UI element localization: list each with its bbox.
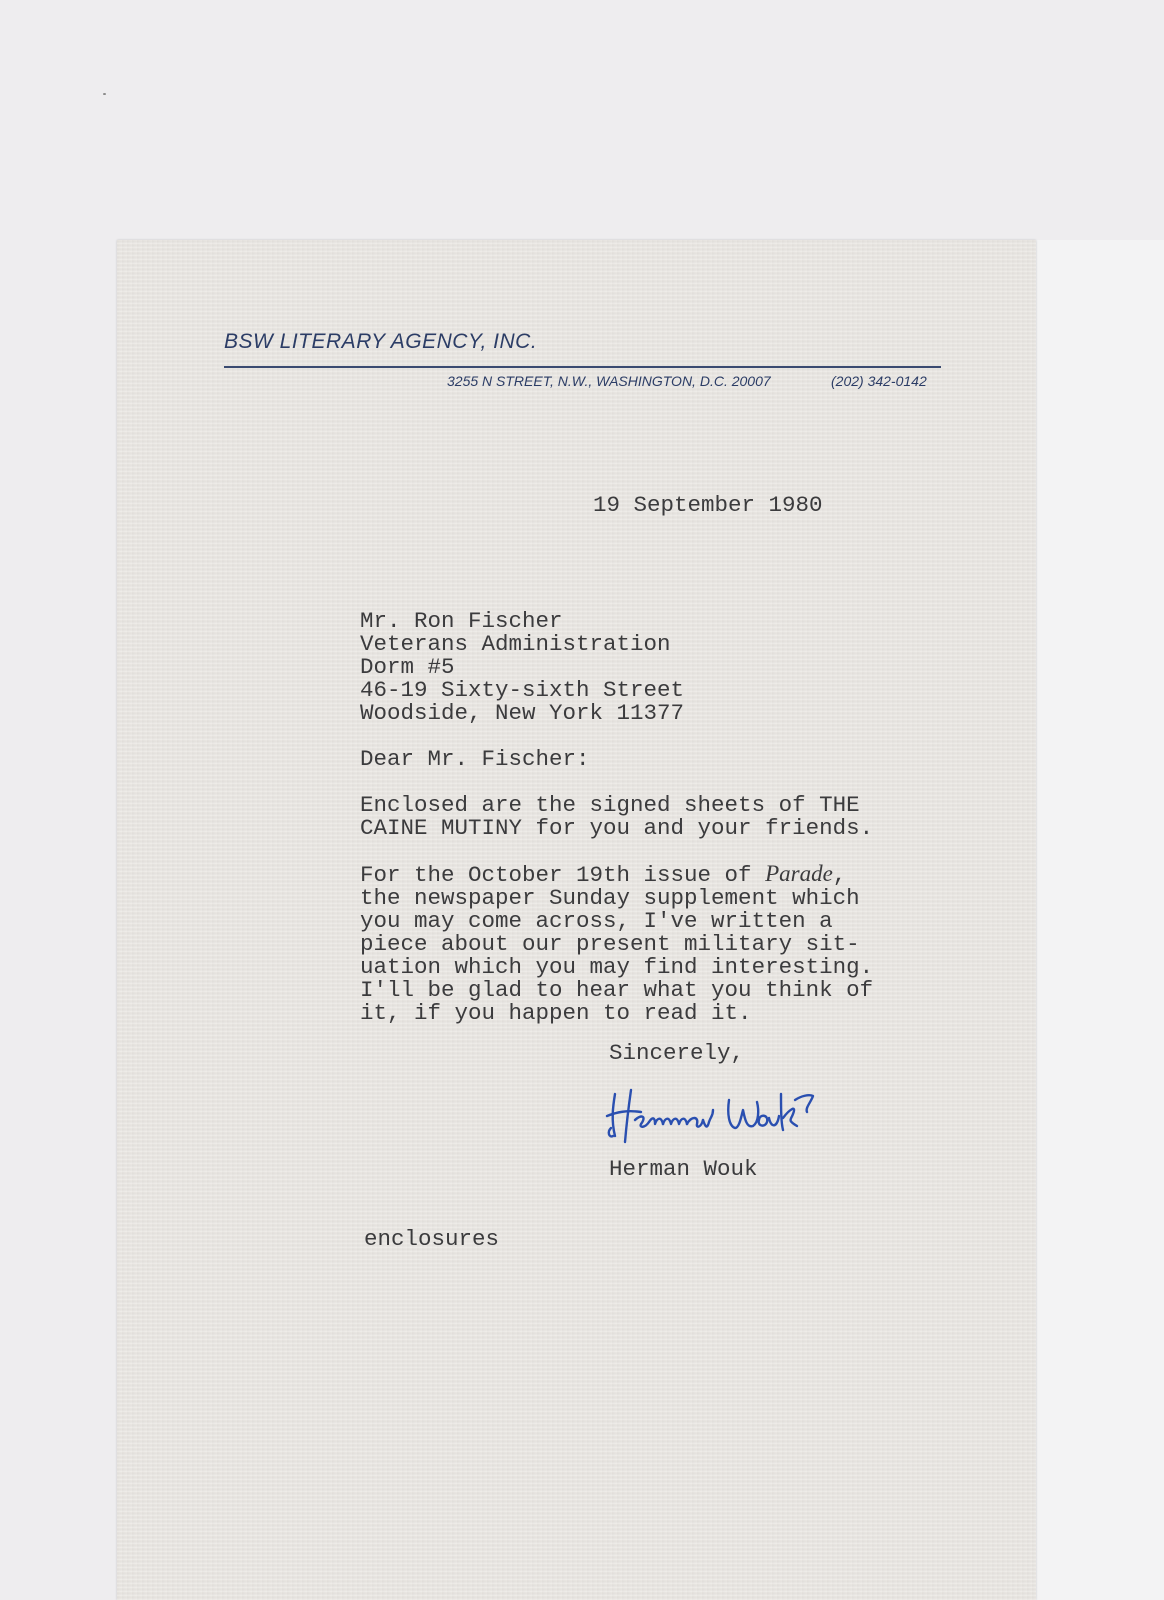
publication-title-parade: Parade <box>765 861 833 886</box>
scan-speck <box>103 93 106 95</box>
handwritten-signature <box>601 1080 821 1150</box>
scan-margin-strip <box>1036 240 1164 1600</box>
complimentary-closing: Sincerely, <box>609 1040 745 1066</box>
letter-date: 19 September 1980 <box>593 492 823 518</box>
recipient-address-block <box>360 610 684 725</box>
recipient-line: Dorm #5 <box>360 654 455 680</box>
paragraph-line-first <box>360 862 873 887</box>
body-paragraph-1 <box>360 794 873 840</box>
recipient-line: Woodside, New York 11377 <box>360 700 685 726</box>
paragraph-line: CAINE MUTINY for you and your friends. <box>360 815 874 841</box>
paragraph-text: For the October 19th issue of <box>360 862 766 888</box>
paragraph-line: I'll be glad to hear what you think of <box>360 977 874 1003</box>
signer-name: Herman Wouk <box>609 1156 758 1182</box>
paragraph-line: it, if you happen to read it. <box>360 1000 752 1026</box>
letterhead-address: 3255 N STREET, N.W., WASHINGTON, D.C. 20007 <box>447 373 771 389</box>
recipient-line: Mr. Ron Fischer <box>360 608 563 634</box>
letterhead-rule <box>224 366 941 368</box>
recipient-line: 46-19 Sixty-sixth Street <box>360 677 685 703</box>
paragraph-line: Enclosed are the signed sheets of THE <box>360 792 860 818</box>
paragraph-line: the newspaper Sunday supplement which <box>360 885 860 911</box>
paragraph-line: piece about our present military sit- <box>360 931 860 957</box>
letterhead-agency-name: BSW LITERARY AGENCY, INC. <box>224 330 538 353</box>
letterhead-phone: (202) 342-0142 <box>831 373 927 389</box>
paragraph-line: uation which you may find interesting. <box>360 954 874 980</box>
enclosure-note: enclosures <box>364 1226 500 1252</box>
paragraph-text: , <box>832 862 847 888</box>
body-paragraph-2 <box>360 862 873 1025</box>
recipient-line: Veterans Administration <box>360 631 671 657</box>
salutation: Dear Mr. Fischer: <box>360 746 590 772</box>
paragraph-line: you may come across, I've written a <box>360 908 833 934</box>
letter-paper <box>117 240 1036 1600</box>
